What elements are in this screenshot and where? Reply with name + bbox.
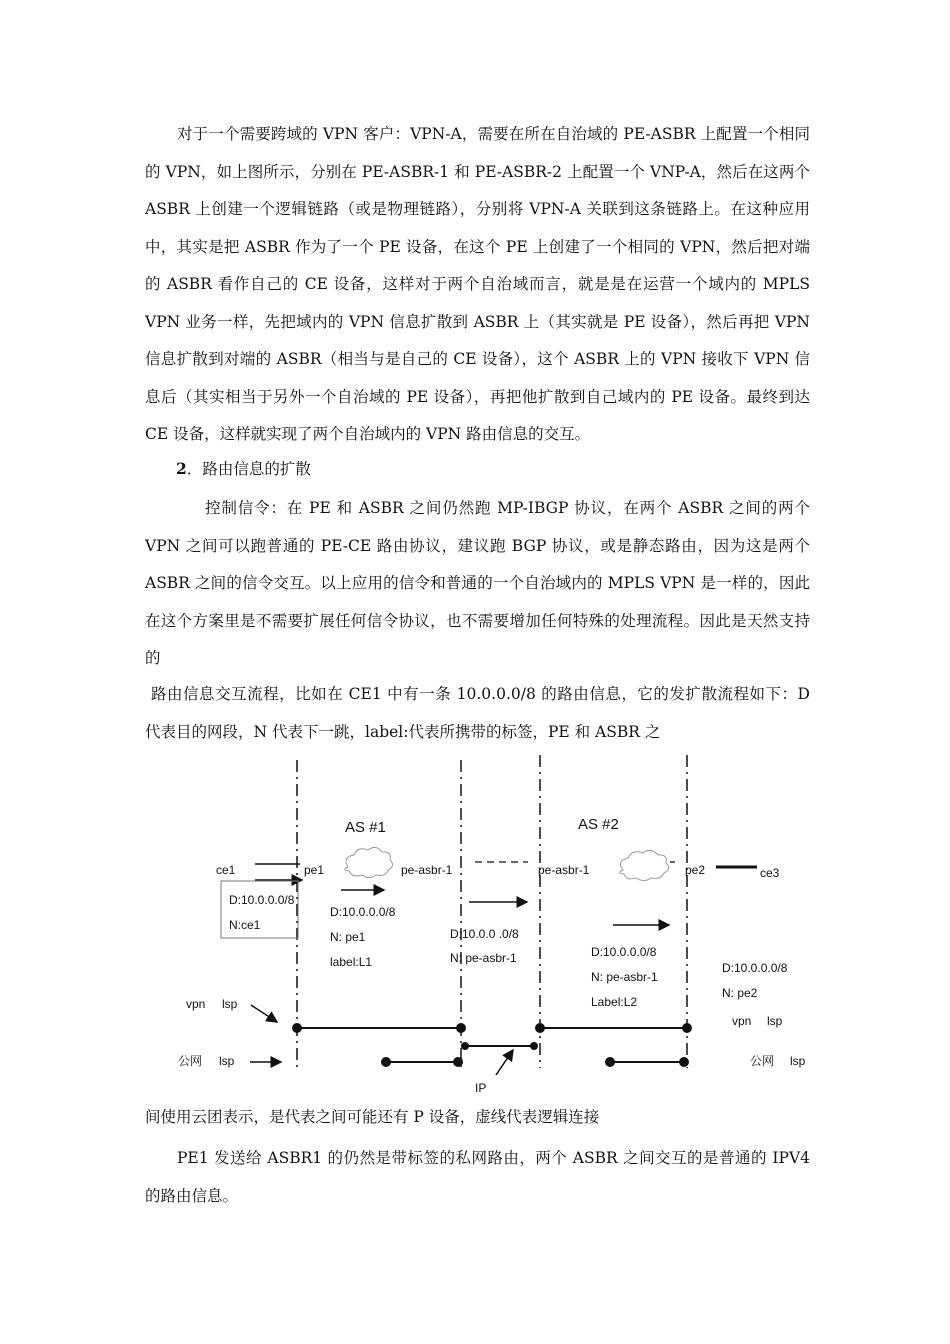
asbr2-info-next: N: pe-asbr-1 xyxy=(591,970,658,984)
ce1-info-dest: D:10.0.0.0/8 xyxy=(229,893,295,907)
asbr2-info-label: Label:L2 xyxy=(591,995,638,1009)
public-lsp-right-a: 公网 xyxy=(750,1054,775,1068)
ce1-info-next: N:ce1 xyxy=(229,918,261,932)
paragraph-route-flow: 路由信息交互流程，比如在 CE1 中有一条 10.0.0.0/8 的路由信息，它的发扩散流程如下：D 代表目的网段，N 代表下一跳，label:代表所携带的标签，PE 和 ASBR 之 xyxy=(145,685,810,741)
vpn-lsp-left-b: lsp xyxy=(222,997,238,1011)
section-number: 2 xyxy=(176,459,187,478)
ip-pointer xyxy=(496,1050,513,1075)
ip-label: IP xyxy=(475,1081,487,1095)
vpn-lsp-right-a: vpn xyxy=(732,1014,752,1028)
paragraph-vpn-intro: 对于一个需要跨域的 VPN 客户：VPN-A，需要在所在自治域的 PE-ASBR 上配置一个相同的 VPN，如上图所示，分别在 PE-ASBR-1 和 PE-ASBR-2 上配置一个 VNP-A，然后在这两个 ASBR 上创建一个逻辑链路（或是物理链路），分别将 VPN-A 关联到这条链路上。在这种应用中，其实是把 ASBR 作为了一个 PE 设备，在这个 PE 上创建了一个相同的 VPN，然后把对端的 ASBR 看作自己的 CE 设备，这样对于两个自治域而言，就是是在运营一个域内的 MPLS VPN 业务一样，先把域内的 VPN 信息扩散到 ASBR 上（其实就是 PE 设备），然后再把 VPN 信息扩散到对端的 ASBR（相当与是自己的 CE 设备），这个 ASBR 上的 VPN 接收下 VPN 信息后（其实相当于另外一个自治域的 PE 设备），再把他扩散到自己域内的 PE 设备。最终到达 CE 设备，这样就实现了两个自治域内的 VPN 路由信息的交互。 xyxy=(145,125,810,443)
vpn-lsp-left-a: vpn xyxy=(186,997,206,1011)
pe2-info-dest: D:10.0.0.0/8 xyxy=(722,961,788,975)
public-lsp-left-a: 公网 xyxy=(178,1054,203,1068)
pe1-info-label: label:L1 xyxy=(330,955,373,969)
node-pe1: pe1 xyxy=(304,863,325,877)
node-ce1: ce1 xyxy=(216,863,236,877)
public-lsp-right-b: lsp xyxy=(790,1054,806,1068)
public-lsp-left-b: lsp xyxy=(219,1054,235,1068)
pe1-info-dest: D:10.0.0.0/8 xyxy=(330,905,396,919)
paragraph-pe1-asbr1: PE1 发送给 ASBR1 的仍然是带标签的私网路由，两个 ASBR 之间交互的是普通的 IPV4 的路由信息。 xyxy=(145,1149,810,1205)
cloud-icon xyxy=(345,847,393,877)
section-heading: 2．路由信息的扩散 xyxy=(176,459,311,478)
ip-link xyxy=(462,1043,537,1049)
paragraph-control-signaling: 控制信令：在 PE 和 ASBR 之间仍然跑 MP-IBGP 协议，在两个 ASBR 之间的两个 VPN 之间可以跑普通的 PE-CE 路由协议，建议跑 BGP 协议，或是静态路由，因为这是两个 ASBR 之间的信令交互。以上应用的信令和普通的一个自治域内的 MPLS VPN 是一样的，因此在这个方案里是不需要扩展任何信令协议，也不需要增加任何特殊的处理流程。因此是天然支持的 xyxy=(145,499,810,667)
node-ce3: ce3 xyxy=(760,866,780,880)
vpn-lsp-segments xyxy=(293,1024,691,1032)
as2-title: AS #2 xyxy=(578,816,619,833)
public-lsp-segments xyxy=(382,1058,688,1066)
pe2-info-next: N: pe2 xyxy=(722,986,758,1000)
section-title: 路由信息的扩散 xyxy=(202,460,311,478)
paragraph-diagram-caption: 间使用云团表示，是代表之间可能还有 P 设备，虚线代表逻辑连接 xyxy=(145,1108,600,1126)
cloud-icon xyxy=(620,850,669,880)
vpn-lsp-right-b: lsp xyxy=(767,1014,783,1028)
pe1-info-next: N: pe1 xyxy=(330,930,366,944)
node-pe2: pe2 xyxy=(685,863,706,877)
node-asbr1-left: pe-asbr-1 xyxy=(401,863,453,877)
asbr1-info-next: N: pe-asbr-1 xyxy=(450,951,517,965)
as1-title: AS #1 xyxy=(345,819,386,836)
asbr1-info-dest: D:10.0.0 .0/8 xyxy=(450,927,519,941)
route-diffusion-diagram xyxy=(170,750,820,1095)
vpn-lsp-pointer xyxy=(251,1005,277,1022)
node-asbr1-right: pe-asbr-1 xyxy=(538,863,590,877)
asbr2-info-dest: D:10.0.0.0/8 xyxy=(591,945,657,959)
